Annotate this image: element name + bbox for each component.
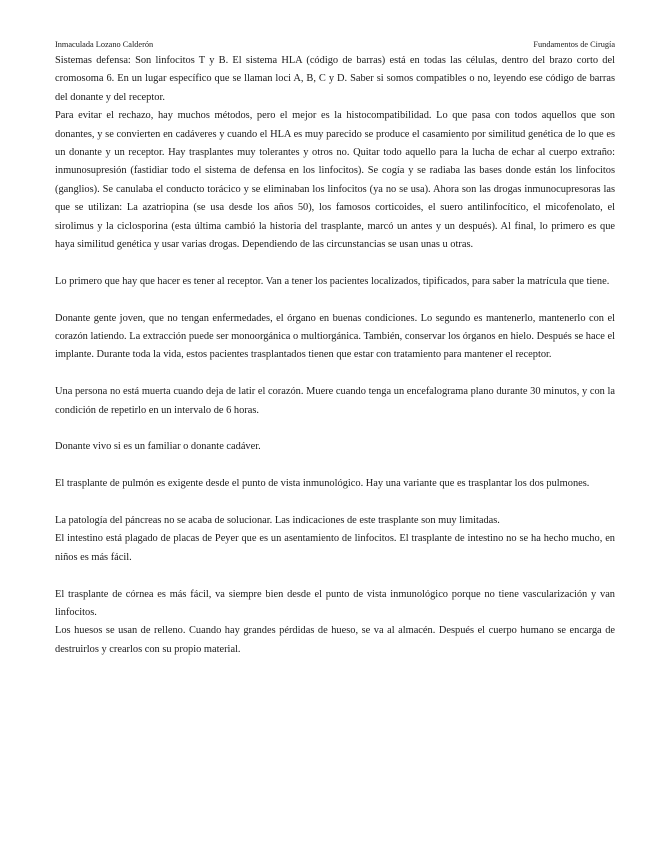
paragraph-receptor: Lo primero que hay que hacer es tener al receptor. Van a tener los pacientes localizados, tipificados, para saber la matrícula que tiene.: [55, 275, 610, 287]
header-author: Inmaculada Lozano Calderón: [55, 40, 154, 49]
paragraph-intestino: El intestino está plagado de placas de Peyer que es un asentamiento de linfocitos. El trasplante de intestino no se ha hecho mucho, en niños es más fácil.: [55, 533, 615, 563]
paragraph-donante: Donante gente joven, que no tengan enfermedades, el órgano en buenas condiciones. Lo segundo es mantenerlo, mantenerlo con el corazón latiendo. La extracción puede ser monoorgánica o multiorgánica. También, conservar los órganos en hielo. Después se hace el implante. Durante toda la vida, estos pacientes trasplantados tienen que estar con tratamiento para mantener el receptor.: [55, 312, 615, 361]
paragraph-donante-vivo: Donante vivo si es un familiar o donante cadáver.: [55, 441, 261, 453]
document-body: [55, 52, 615, 659]
paragraph-rechazo: Para evitar el rechazo, hay muchos métodos, pero el mejor es la histocompatibilidad. Lo que pasa con todos aquellos que son donantes, y se convierten en cadáveres y cuando el HLA es muy parecido se produce el casamiento por similitud genética de lo que es un donante y un receptor. Hay trasplantes muy tolerantes y otros no. Quitar todo aquello para la lucha de echar al cuerpo extraño: inmunosupresión (fastidiar todo el sistema de defensa en los linfocitos). Se cogía y se radiaba las bases donde están los linfocitos (ganglios). Se canulaba el conducto torácico y se eliminaban los linfocitos (ya no se usa). Ahora son las drogas inmunocupresoras las que se utilizan: La azatriopina (se usa desde los años 50), los famosos corticoides, el suero antilinfocítico, el micofenolato, el sirolimus y la ciclosporina (esta última cambió la historia del trasplante, marcó un antes y un después). Al final, lo primero es que haya similitud genética y usar varias drogas. Dependiendo de las circunstancias se usan unas u otras.: [55, 110, 615, 251]
header-course: Fundamentos de Cirugía: [533, 40, 615, 49]
paragraph-pancreas: La patología del páncreas no se acaba de solucionar. Las indicaciones de este trasplante son muy limitadas.: [55, 515, 500, 527]
paragraph-huesos: Los huesos se usan de relleno. Cuando hay grandes pérdidas de hueso, se va al almacén. Después el cuerpo humano se encarga de destruirlos y crearlos con su propio material.: [55, 625, 615, 655]
paragraph-muerte: Una persona no está muerta cuando deja de latir el corazón. Muere cuando tenga un encefalograma plano durante 30 minutos, y con la condición de repetirlo en un intervalo de 6 horas.: [55, 386, 615, 416]
paragraph-pulmon: El trasplante de pulmón es exigente desde el punto de vista inmunológico. Hay una variante que es trasplantar los dos pulmones.: [55, 478, 590, 490]
page-header: [55, 38, 615, 52]
paragraph-cornea: El trasplante de córnea es más fácil, va siempre bien desde el punto de vista inmunológico porque no tiene vascularización y van linfocitos.: [55, 588, 615, 619]
paragraph-sistemas-defensa: Sistemas defensa: Son linfocitos T y B. El sistema HLA (código de barras) está en todas las células, dentro del brazo corto del cromosoma 6. En un lugar específico que se llaman loci A, B, C y D. Saber si somos compatibles o no, leyendo ese código de barras del donante y del receptor.: [55, 55, 615, 103]
